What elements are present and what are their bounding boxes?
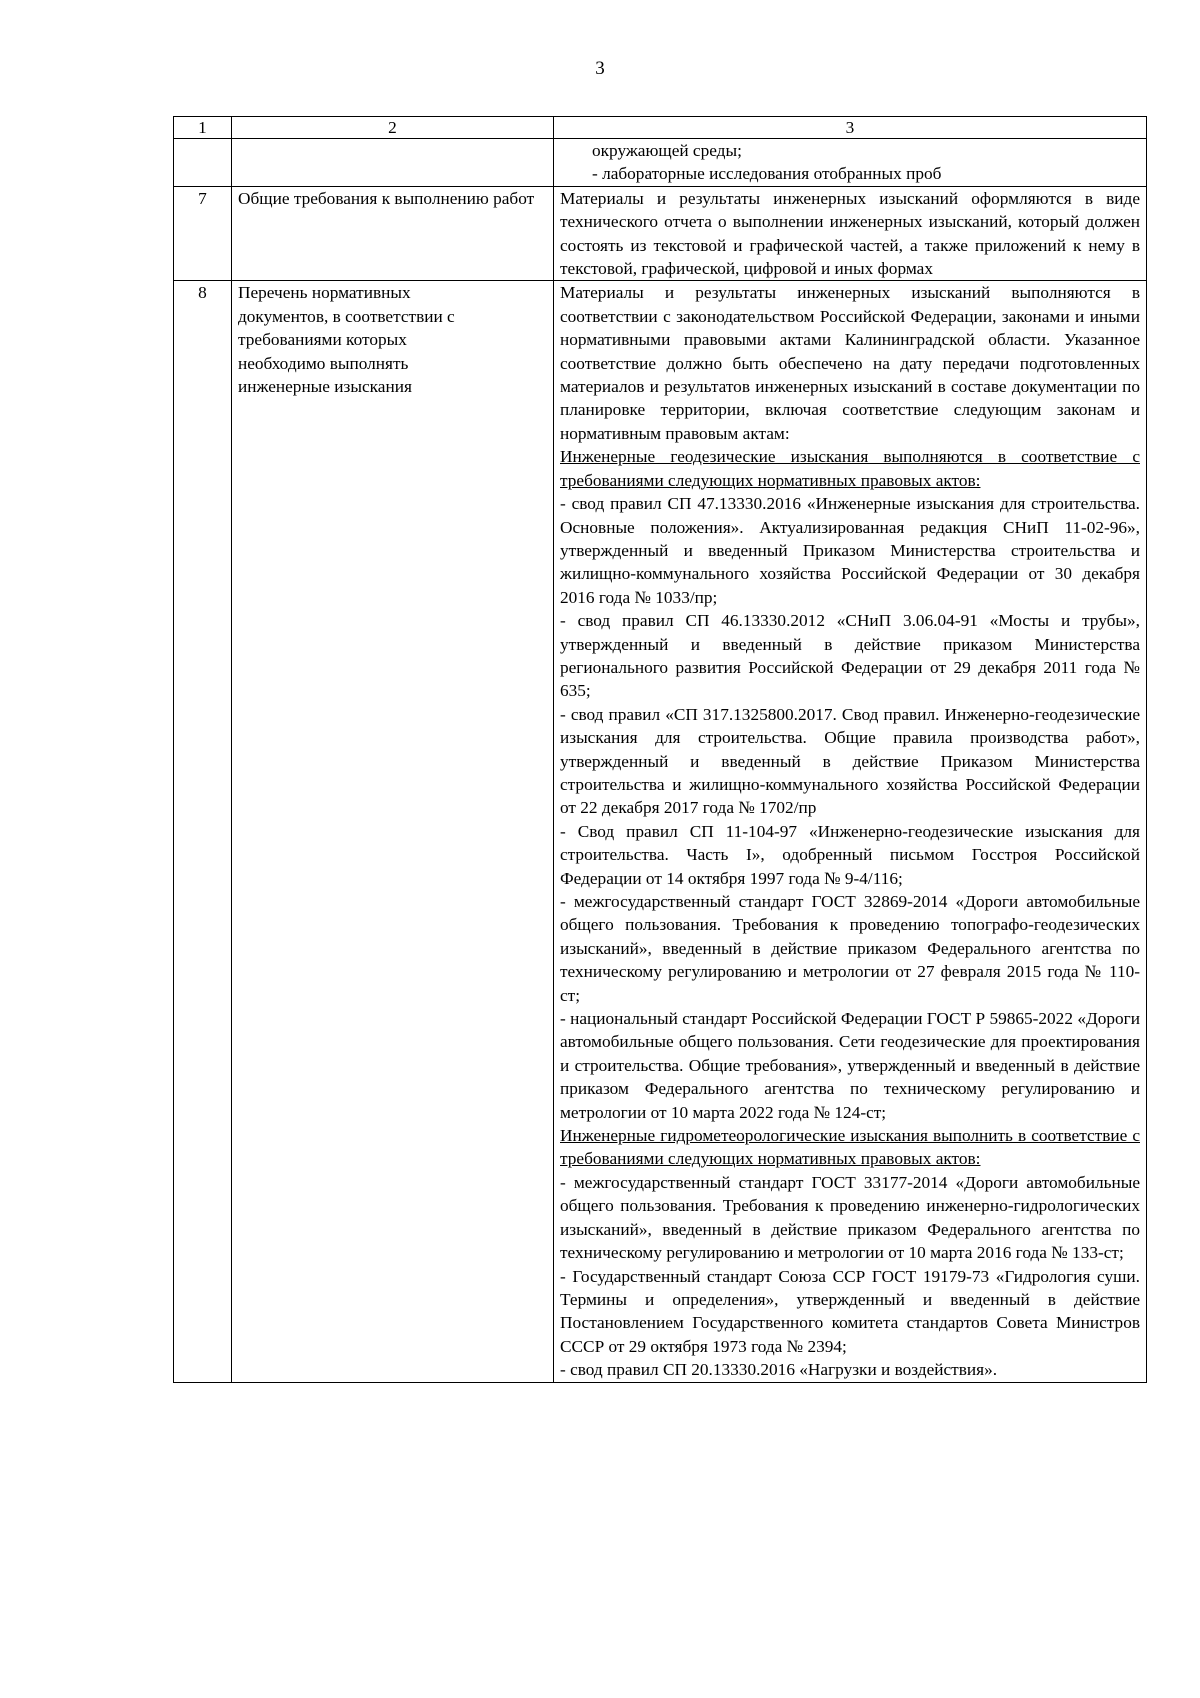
row-content: Материалы и результаты инженерных изысканий оформляются в виде технического отчета о выполнении инженерных изысканий, который должен состоять из текстовой и графической частей, а также приложений к нему в текстовой, графической, цифровой и иных формах [554, 186, 1147, 281]
row-number: 8 [174, 281, 232, 1382]
paragraph: Материалы и результаты инженерных изысканий выполняются в соответствии с законодательством Российской Федерации, законами и иными нормативными правовыми актами Калининградской области. Указанное соответствие должно быть обеспечено на дату передачи подготовленных материалов и результатов инженерных изысканий в составе документации по планировке территории, включая соответствие следующим законам и нормативным правовым актам: [560, 283, 1140, 443]
paragraph: - Государственный стандарт Союза ССР ГОСТ 19179-73 «Гидрология суши. Термины и определения», утвержденный и введенный в действие Постановлением Государственного комитета стандартов Совета Министров СССР от 29 октября 1973 года № 2394; [560, 1266, 1140, 1356]
row-label: Перечень нормативных документов, в соответствии с требованиями которых необходимо выполнять инженерные изыскания [232, 281, 554, 1382]
page-number: 3 [595, 58, 605, 79]
section-heading: Инженерные гидрометеорологические изыскания выполнить в соответствие с требованиями следующих нормативных правовых актов: [560, 1126, 1140, 1169]
paragraph: - свод правил СП 20.13330.2016 «Нагрузки и воздействия». [560, 1360, 998, 1380]
header-col-1: 1 [174, 117, 232, 139]
continuation-line: окружающей среды; [592, 141, 742, 160]
row-content [554, 281, 1147, 1382]
row-label-cell [232, 139, 554, 187]
paragraph: - свод правил СП 46.13330.2012 «СНиП 3.06.04-91 «Мосты и трубы», утвержденный и введенный в действие приказом Министерства регионального развития Российской Федерации от 29 декабря 2011 года № 635; [560, 611, 1140, 701]
row-number-cell [174, 139, 232, 187]
paragraph: - межгосударственный стандарт ГОСТ 33177-2014 «Дороги автомобильные общего пользования. Требования к проведению инженерно-гидрологических изысканий», введенный в действие приказом Федерального агентства по техническому регулированию и метрологии от 10 марта 2016 года № 133-ст; [560, 1172, 1140, 1263]
table-row-continuation [174, 139, 1147, 187]
paragraph: - свод правил «СП 317.1325800.2017. Свод правил. Инженерно-геодезические изыскания для строительства. Общие правила производства работ», утвержденный и введенный в действие Приказом Министерства строительства и жилищно-коммунального хозяйства Российской Федерации от 22 декабря 2017 года № 1702/пр [560, 704, 1140, 818]
requirements-table [173, 116, 1147, 1383]
paragraph: - межгосударственный стандарт ГОСТ 32869-2014 «Дороги автомобильные общего пользования. Требования к проведению топографо-геодезических изысканий», введенный в действие приказом Федерального агентства по техническому регулированию и метрологии от 27 февраля 2015 года № 110-ст; [560, 892, 1140, 1005]
table-row-8 [174, 281, 1147, 1382]
row-number: 7 [174, 186, 232, 281]
row-content-cell [554, 139, 1147, 187]
row-label: Общие требования к выполнению работ [232, 186, 554, 281]
continuation-line: - лабораторные исследования отобранных проб [592, 164, 942, 184]
header-col-3: 3 [554, 117, 1147, 139]
section-heading: Инженерные геодезические изыскания выполняются в соответствие с требованиями следующих нормативных правовых актов: [560, 447, 1140, 490]
table-header-row [174, 117, 1147, 139]
paragraph: - национальный стандарт Российской Федерации ГОСТ Р 59865-2022 «Дороги автомобильные общего пользования. Сети геодезические для проектирования и строительства. Общие требования», утвержденный и введенный в действие приказом Федерального агентства по техническому регулированию и метрологии от 10 марта 2022 года № 124-ст; [560, 1009, 1140, 1122]
paragraph: - Свод правил СП 11-104-97 «Инженерно-геодезические изыскания для строительства. Часть I», одобренный письмом Госстроя Российской Федерации от 14 октября 1997 года № 9-4/116; [560, 821, 1140, 888]
header-col-2: 2 [232, 117, 554, 139]
paragraph: - свод правил СП 47.13330.2016 «Инженерные изыскания для строительства. Основные положения». Актуализированная редакция СНиП 11-02-96», утвержденный и введенный Приказом Министерства строительства и жилищно-коммунального хозяйства Российской Федерации от 30 декабря 2016 года № 1033/пр; [560, 494, 1140, 607]
table-row-7 [174, 186, 1147, 281]
